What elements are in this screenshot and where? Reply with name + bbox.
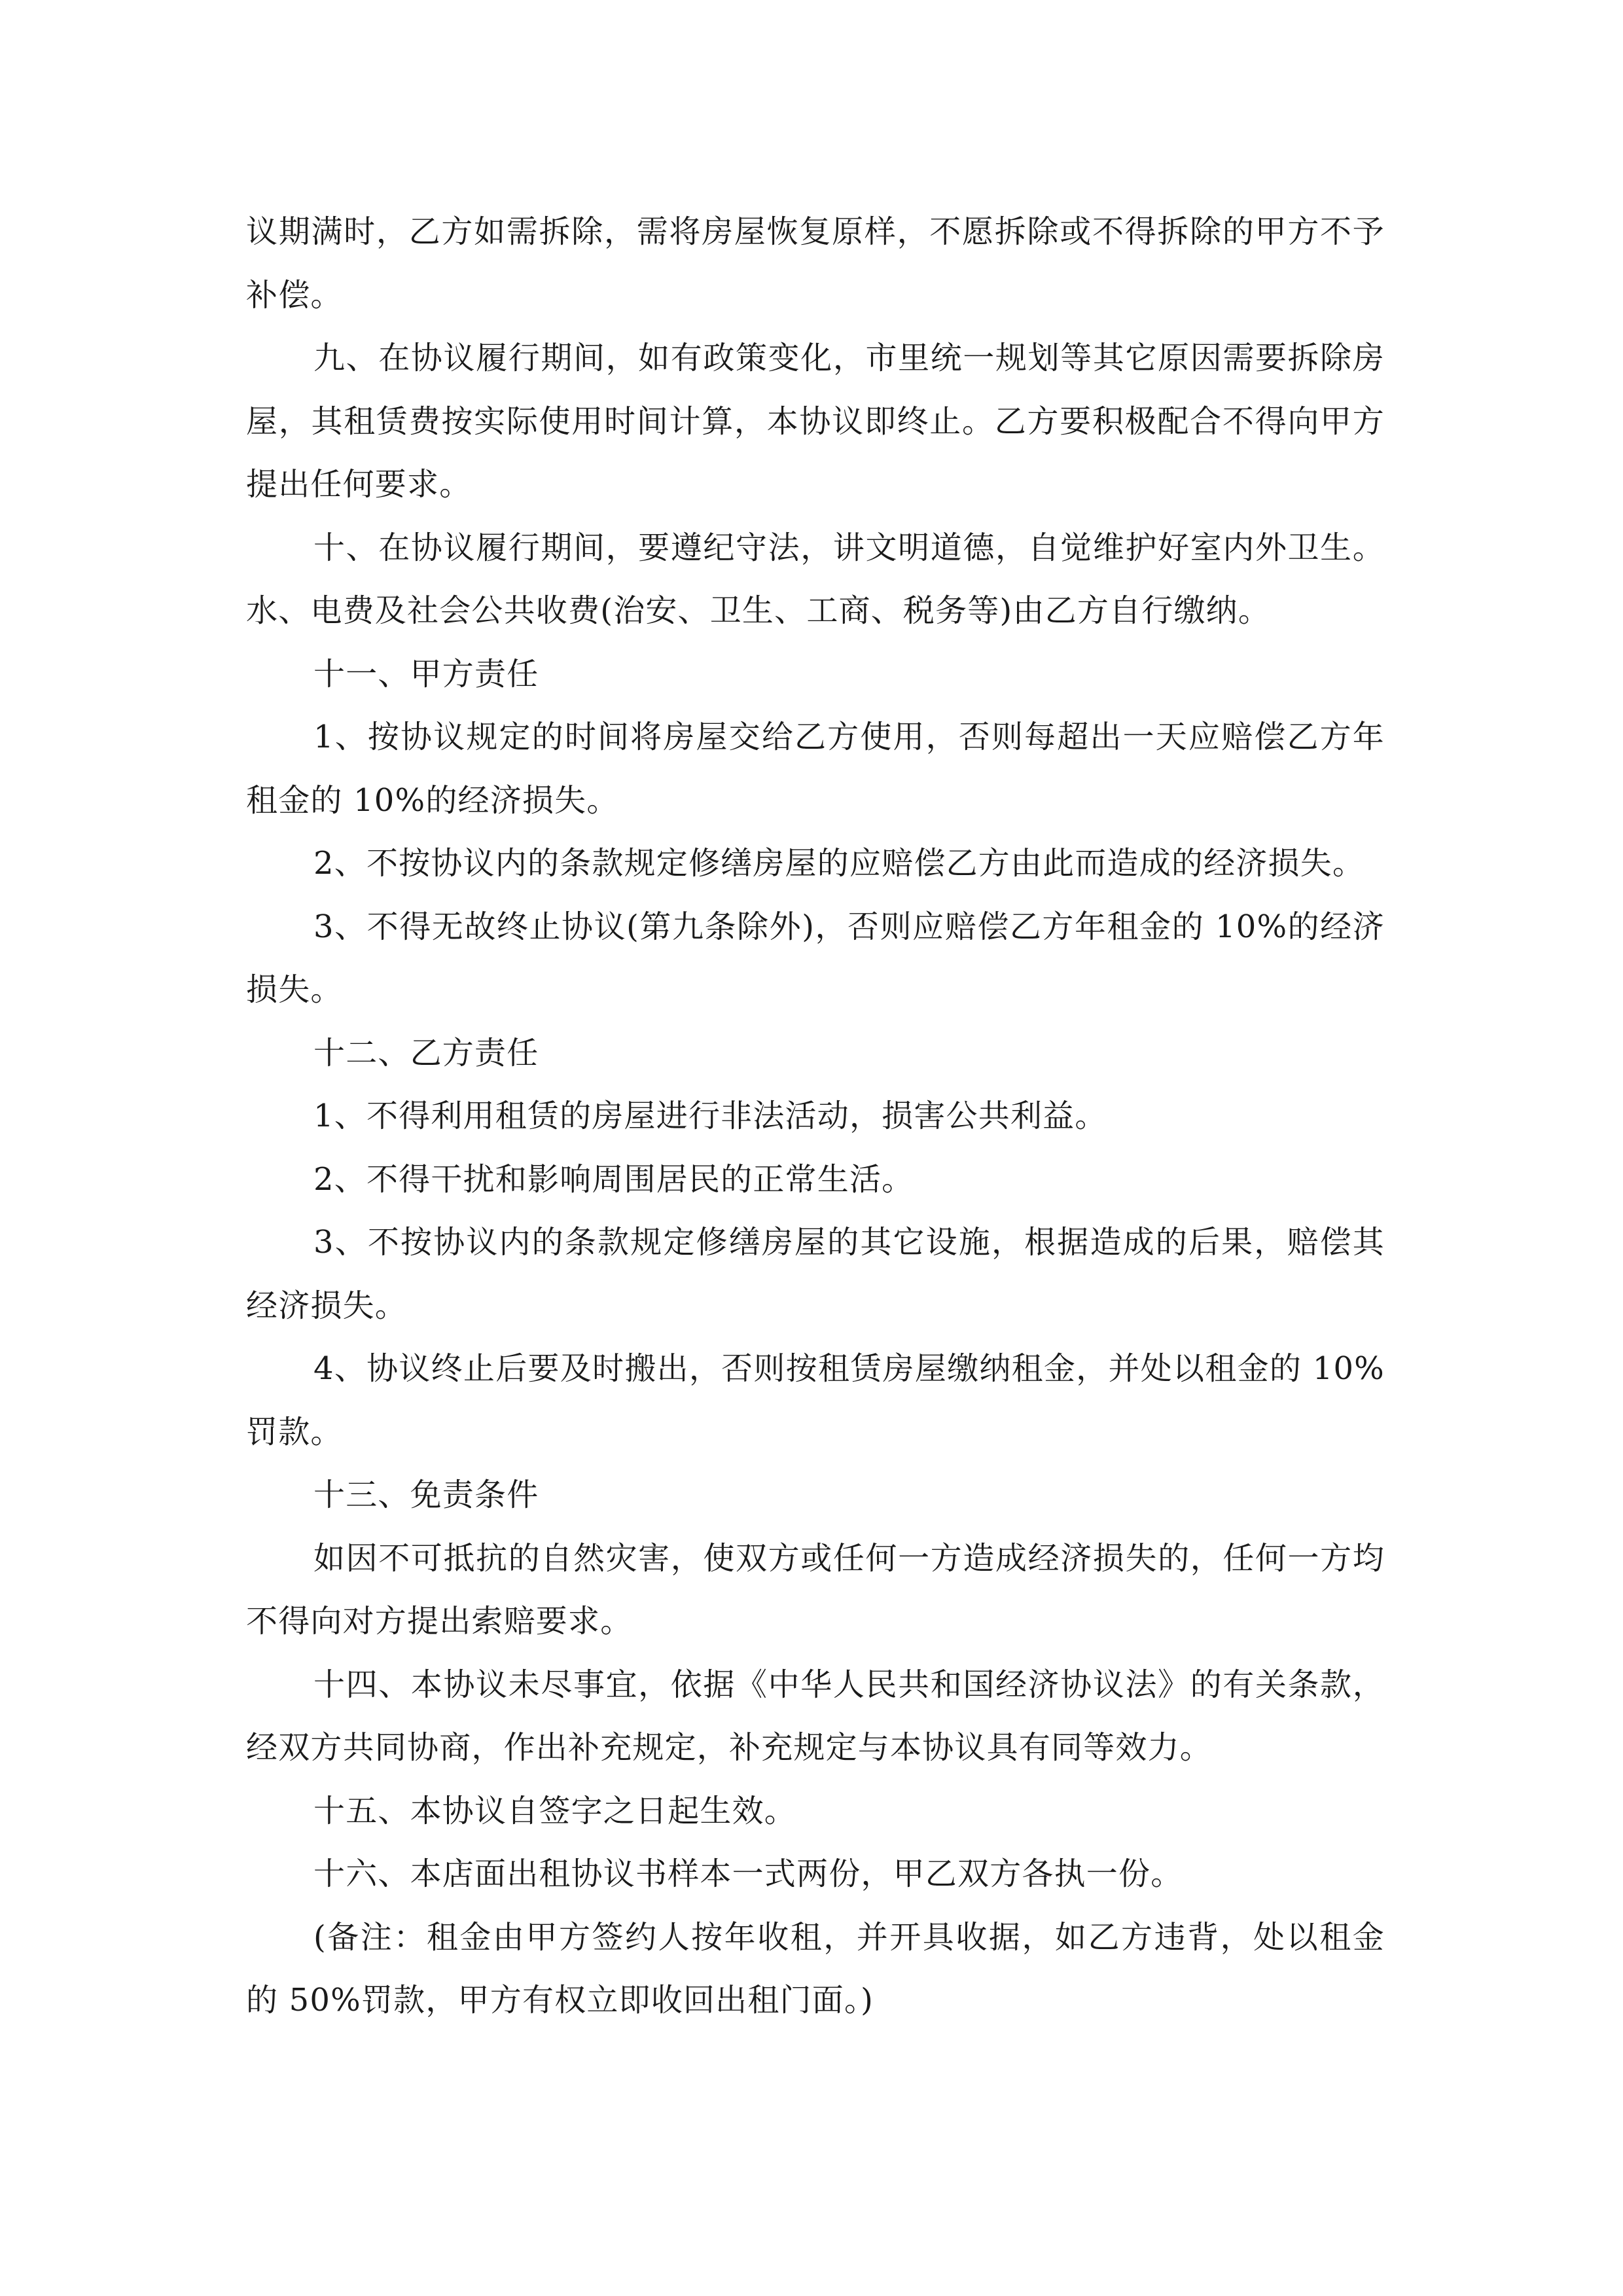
paragraph-clause-14: 十四、本协议未尽事宜，依据《中华人民共和国经济协议法》的有关条款，经双方共同协商，作出补充规定，补充规定与本协议具有同等效力。 xyxy=(246,1666,1385,1766)
paragraph-clause-11-item-2: 2、不按协议内的条款规定修缮房屋的应赔偿乙方由此而造成的经济损失。 xyxy=(313,845,1365,882)
paragraph-clause-9: 九、在协议履行期间，如有政策变化，市里统一规划等其它原因需要拆除房屋，其租赁费按实际使用时间计算，本协议即终止。乙方要积极配合不得向甲方提出任何要求。 xyxy=(246,340,1385,503)
paragraph-clause-12-item-3: 3、不按协议内的条款规定修缮房屋的其它设施，根据造成的后果，赔偿其经济损失。 xyxy=(246,1224,1385,1324)
paragraph-clause-10: 十、在协议履行期间，要遵纪守法，讲文明道德，自觉维护好室内外卫生。水、电费及社会公共收费(治安、卫生、工商、税务等)由乙方自行缴纳。 xyxy=(246,529,1385,629)
paragraph-clause-12-item-1: 1、不得利用租赁的房屋进行非法活动，损害公共利益。 xyxy=(313,1098,1107,1134)
paragraph-clause-12-item-2: 2、不得干扰和影响周围居民的正常生活。 xyxy=(313,1160,914,1198)
paragraph-remark: (备注：租金由甲方签约人按年收租，并开具收据，如乙方违背，处以租金的 50%罚款，甲方有权立即收回出租门面。) xyxy=(246,1918,1385,2018)
paragraph-continuation: 议期满时，乙方如需拆除，需将房屋恢复原样，不愿拆除或不得拆除的甲方不予补偿。 xyxy=(246,213,1385,314)
paragraph-clause-12-item-4: 4、协议终止后要及时搬出，否则按租赁房屋缴纳租金，并处以租金的 10%罚款。 xyxy=(246,1350,1385,1450)
document-body xyxy=(246,200,1385,2032)
heading-clause-12: 十二、乙方责任 xyxy=(313,1034,539,1071)
paragraph-clause-11-item-1: 1、按协议规定的时间将房屋交给乙方使用，否则每超出一天应赔偿乙方年租金的 10%的经济损失。 xyxy=(246,719,1385,819)
heading-clause-13: 十三、免责条件 xyxy=(313,1477,539,1513)
paragraph-clause-13-body: 如因不可抵抗的自然灾害，使双方或任何一方造成经济损失的，任何一方均不得向对方提出索赔要求。 xyxy=(246,1539,1385,1640)
paragraph-clause-15: 十五、本协议自签字之日起生效。 xyxy=(313,1792,797,1829)
paragraph-clause-16: 十六、本店面出租协议书样本一式两份，甲乙双方各执一份。 xyxy=(313,1856,1183,1892)
paragraph-clause-11-item-3: 3、不得无故终止协议(第九条除外)，否则应赔偿乙方年租金的 10%的经济损失。 xyxy=(246,908,1385,1008)
heading-clause-11: 十一、甲方责任 xyxy=(313,655,539,692)
